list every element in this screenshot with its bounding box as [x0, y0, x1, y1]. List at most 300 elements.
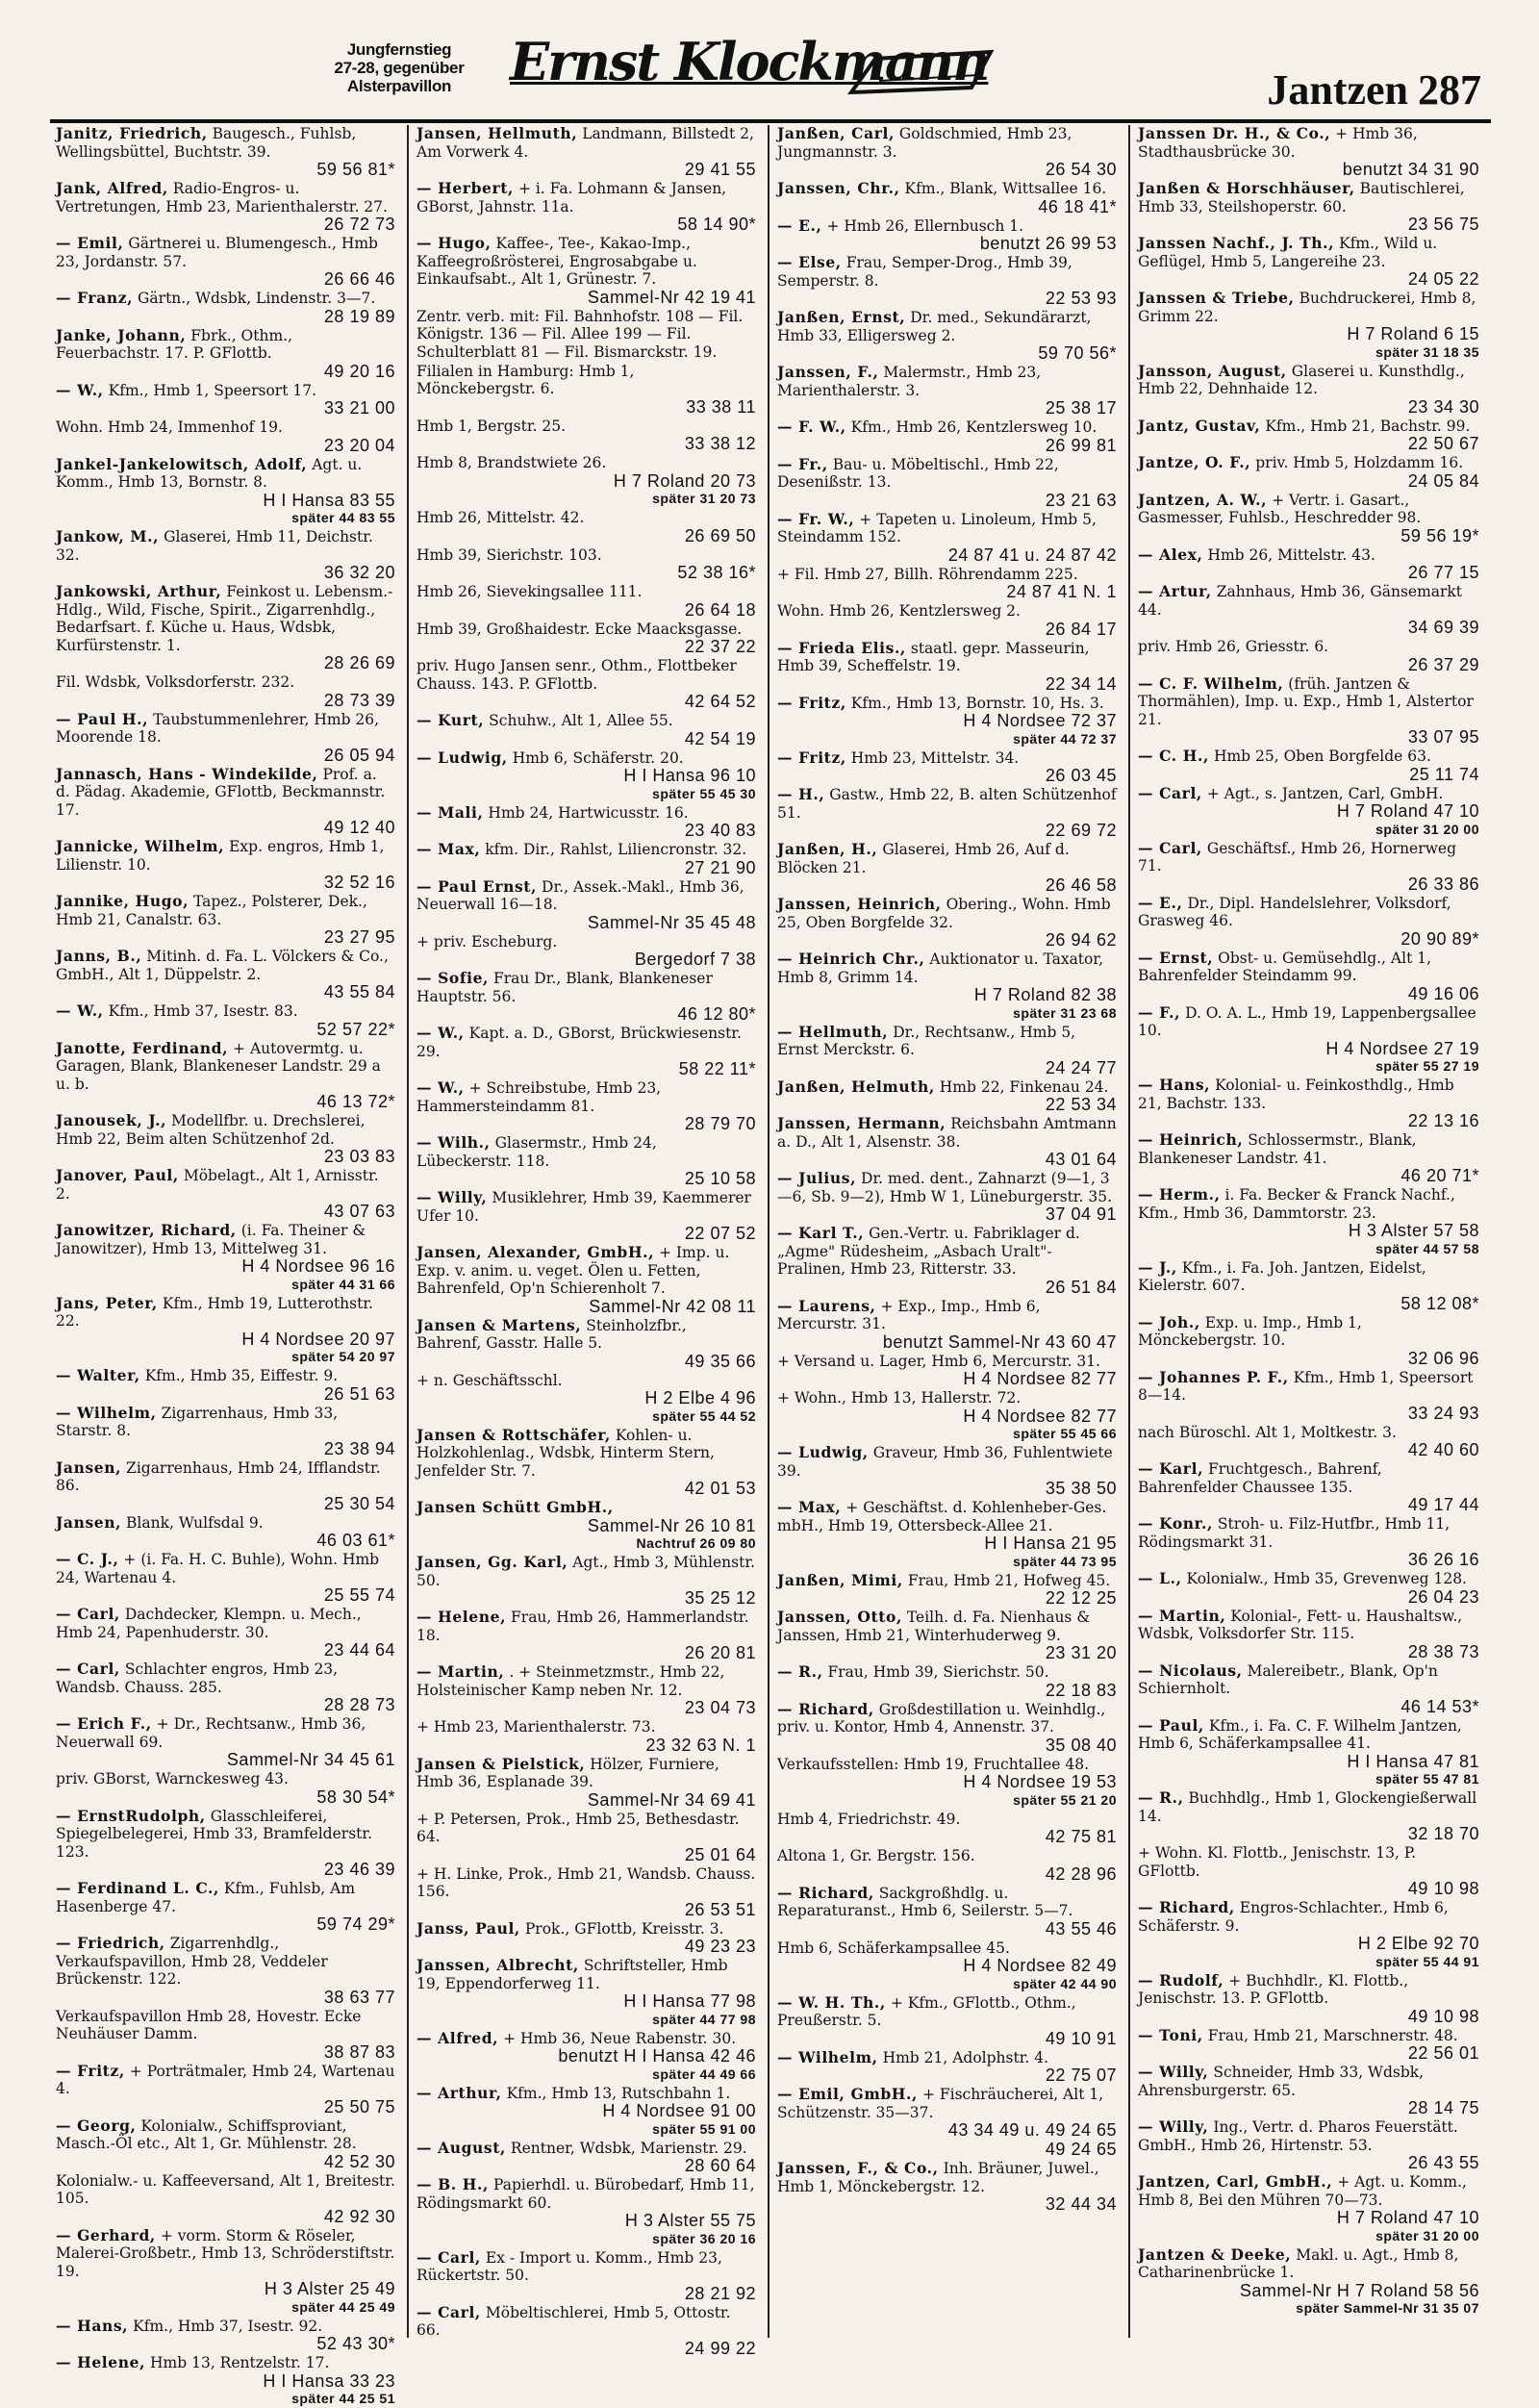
entry-details: Zigarrenhaus, Hmb 33, Starstr. 8.: [56, 1404, 339, 1439]
entry-phone: 22 50 67: [1407, 434, 1479, 453]
entry-phone: 26 69 50: [684, 525, 756, 545]
directory-entry: [777, 896, 1117, 950]
entry-phone: Sammel-Nr H 7 Roland 58 56: [1239, 2280, 1479, 2300]
entry-phone: 58 14 90*: [677, 215, 756, 234]
entry-details: + Hmb 36, Stadthausbrücke 30.: [1138, 125, 1418, 161]
directory-entry: [416, 125, 756, 179]
directory-entry: [1138, 235, 1479, 289]
ad-line-1: Jungfernstieg: [346, 40, 452, 59]
entry-details: Frau, Hmb 26, Hammerlandstr. 18.: [416, 1609, 749, 1644]
entry-name: — Carl,: [1138, 838, 1202, 857]
entry-phone: H 3 Alster 55 75: [624, 2211, 756, 2230]
entry-phone-later: Nachtruf 26 09 80: [636, 1535, 756, 1551]
directory-entry: [1138, 1077, 1479, 1130]
directory-entry: [1138, 1004, 1479, 1076]
entry-phone: 43 01 64: [1045, 1150, 1117, 1169]
directory-entry: [416, 712, 756, 748]
entry-name: Jansen, Alexander, GmbH.,: [416, 1243, 655, 1261]
entry-details: Malermstr., Hmb 23, Marienthalerstr. 3.: [777, 364, 1042, 399]
directory-entry: [416, 509, 756, 545]
entry-phone: 26 37 29: [1407, 654, 1479, 674]
entry-phone: 28 38 73: [1407, 1641, 1479, 1661]
entry-phone: 59 56 81*: [316, 160, 395, 179]
entry-phone: 26 94 62: [1045, 930, 1117, 950]
entry-phone: 22 13 16: [1407, 1111, 1479, 1130]
directory-entry: [416, 1663, 756, 1717]
entry-details: Dachdecker, Klempn. u. Mech., Hmb 24, Papenhuderstr. 30.: [56, 1606, 362, 1641]
entry-details: + Vertr. i. Gasart., Gasmesser, Fuhlsb., Heschredder 98.: [1138, 491, 1422, 526]
directory-entry: [1138, 363, 1479, 417]
entry-details: Glaserei, Hmb 11, Deichstr. 32.: [56, 528, 373, 564]
entry-details: Kfm., i. Fa. Joh. Jantzen, Eidelst, Kielerstr. 607.: [1138, 1258, 1426, 1294]
entry-details: Hölzer, Furniere, Hmb 36, Esplanade 39.: [416, 1755, 719, 1790]
entry-phone-later: später 44 77 98: [652, 2011, 756, 2027]
directory-entry: [777, 1847, 1117, 1883]
directory-entry: [56, 1606, 395, 1660]
entry-details: Goldschmied, Hmb 23, Jungmannstr. 3.: [777, 125, 1072, 161]
entry-details: Dr., Dipl. Handelslehrer, Volksdorf, Grasweg 46.: [1138, 894, 1451, 929]
entry-phone: 26 54 30: [1045, 160, 1117, 179]
entry-phone: 43 55 46: [1045, 1918, 1117, 1939]
directory-entry: [777, 1225, 1117, 1296]
entry-details: Dr. med. dent., Zahnarzt (9—1, 3—6, Sb. 9—2), Hmb W 1, Lüneburgerstr. 35.: [777, 1170, 1113, 1205]
entry-details: Altona 1, Gr. Bergstr. 156.: [777, 1847, 975, 1864]
entry-phone: H 7 Roland 6 15: [1347, 324, 1479, 343]
directory-entry: [416, 1244, 756, 1315]
entry-details: Frau Dr., Blank, Blankeneser Hauptstr. 56.: [416, 970, 713, 1005]
entry-phone: 42 52 30: [323, 2151, 395, 2171]
entry-name: — J.,: [1138, 1257, 1177, 1277]
entry-phone-later: später 44 49 66: [652, 2066, 756, 2082]
header-rule: [50, 119, 1491, 123]
entry-phone: 23 27 95: [323, 927, 395, 947]
entry-phone: 22 07 52: [684, 1224, 756, 1243]
entry-details: Kolonialw., Hmb 35, Grevenweg 128.: [1186, 1570, 1467, 1587]
entry-phone-later: später 44 25 51: [291, 2391, 395, 2406]
entry-details: Gastw., Hmb 22, B. alten Schützenhof 51.: [777, 786, 1117, 822]
entry-name: Janotte, Ferdinand,: [56, 1038, 229, 1057]
entry-details: Wohn. Hmb 26, Kentzlersweg 2.: [777, 602, 1021, 620]
entry-phone-later: später 42 44 90: [1013, 1975, 1117, 1991]
entry-phone: 28 28 73: [323, 1695, 395, 1714]
directory-entry: [416, 1865, 756, 1919]
entry-phone: 22 53 34: [1045, 1095, 1117, 1114]
entry-details: + Autovermtg. u. Garagen, Blank, Blankeneser Landstr. 29 a u. b.: [56, 1039, 381, 1093]
entry-phone: 46 03 61*: [316, 1531, 395, 1550]
entry-details: Geschäftsf., Hmb 26, Hornerweg 71.: [1138, 839, 1457, 874]
entry-name: — Willy,: [1138, 2063, 1209, 2081]
entry-details: Kfm., Hmb 19, Lutterothstr. 22.: [56, 1294, 373, 1330]
entry-phone: H 4 Nordsee 27 19: [1325, 1038, 1479, 1058]
directory-entry: [777, 749, 1117, 785]
entry-phone: 26 05 94: [323, 745, 395, 765]
entry-phone: 46 20 71*: [1400, 1166, 1479, 1185]
directory-entry: [777, 1572, 1117, 1608]
entry-details: Bau- u. Möbeltischl., Hmb 22, Desenißstr. 13.: [777, 455, 1059, 491]
entry-name: Janssen Nachf., J. Th.,: [1138, 234, 1335, 252]
directory-entry: [56, 1935, 395, 2006]
directory-entry: [56, 1367, 395, 1403]
entry-details: Buchdruckerei, Hmb 8, Grimm 22.: [1138, 290, 1476, 325]
entry-phone: Bergedorf 7 38: [634, 950, 756, 969]
entry-name: — C. J.,: [56, 1550, 119, 1568]
entry-phone: 23 40 83: [684, 821, 756, 840]
entry-phone: 22 12 25: [1045, 1588, 1117, 1608]
entry-name: Jansen Schütt GmbH.,: [416, 1498, 614, 1516]
directory-entry: [56, 1770, 395, 1806]
entry-name: — R.,: [1138, 1788, 1184, 1807]
directory-entry: [56, 1660, 395, 1714]
entry-details: Teilh. d. Fa. Nienhaus & Janssen, Hmb 21, Winterhuderweg 9.: [777, 1609, 1091, 1644]
entry-details: Landmann, Billstedt 2, Am Vorwerk 4.: [416, 125, 754, 161]
directory-entry: [56, 838, 395, 892]
entry-phone: H 4 Nordsee 72 37: [963, 711, 1117, 730]
entry-name: — Kurt,: [416, 711, 485, 729]
entry-phone: 36 32 20: [323, 563, 395, 582]
entry-phone-later: später 55 21 20: [1013, 1791, 1117, 1808]
directory-entry: [777, 602, 1117, 638]
entry-name: Jansen & Pielstick,: [416, 1754, 586, 1773]
directory-entry: [1138, 418, 1479, 453]
directory-entry: [1138, 950, 1479, 1003]
entry-phone: 23 46 39: [323, 1860, 395, 1879]
entry-phone: 49 35 66: [684, 1351, 756, 1371]
column-3: [770, 125, 1130, 2338]
directory-entry: [777, 1939, 1117, 1993]
entry-phone-later: später 55 44 91: [1375, 1953, 1479, 1969]
entry-name: Janousek, J.,: [56, 1111, 167, 1129]
directory-entry: [56, 2354, 395, 2408]
entry-details: Reichsbahn Amtmann a. D., Alt 1, Alsenstr. 38.: [777, 1115, 1117, 1151]
entry-name: — Helene,: [56, 2353, 146, 2371]
entry-details: Kohlen- u. Holzkohlenlag., Wdsbk, Hinterm Stern, Jenfelder Str. 7.: [416, 1426, 715, 1480]
entry-phone: benutzt Sammel-Nr 43 60 47: [882, 1331, 1117, 1352]
entry-name: Jansen & Rottschäfer,: [416, 1425, 611, 1444]
entry-details: + i. Fa. Lohmann & Jansen, GBorst, Jahnstr. 11a.: [416, 180, 727, 215]
entry-name: — Max,: [777, 1498, 842, 1516]
directory-entry: [56, 1880, 395, 1934]
directory-entry: [1138, 1662, 1479, 1716]
directory-entry: [56, 766, 395, 837]
entry-details: Frau, Hmb 21, Marschnerstr. 48.: [1207, 2026, 1458, 2044]
entry-phone: 46 12 80*: [677, 1004, 756, 1024]
entry-details: Baugesch., Fuhlsb, Wellingsbüttel, Buchtstr. 39.: [56, 125, 357, 161]
entry-details: Verkaufsstellen: Hmb 19, Fruchtallee 48.: [777, 1755, 1089, 1773]
entry-details: Papierhdl. u. Bürobedarf, Hmb 11, Rödingsmarkt 60.: [416, 2176, 755, 2212]
directory-entry: [56, 2008, 395, 2062]
entry-phone: 25 55 74: [323, 1585, 395, 1605]
entry-details: Kfm., Hmb 1, Speersort 17.: [108, 381, 316, 399]
directory-entry: [416, 933, 756, 969]
entry-phone: 28 73 39: [323, 690, 395, 710]
entry-name: — Friedrich,: [56, 1934, 165, 1952]
directory-entry: [56, 1002, 395, 1038]
entry-name: — Willy,: [416, 1188, 488, 1206]
entry-details: + Tapeten u. Linoleum, Hmb 5, Steindamm 152.: [777, 510, 1097, 545]
entry-phone-later: später 44 31 66: [291, 1276, 395, 1292]
entry-details: + Hmb 23, Marienthalerstr. 73.: [416, 1718, 656, 1736]
directory-entry: [56, 528, 395, 582]
entry-details: Blank, Wulfsdal 9.: [126, 1513, 264, 1532]
directory-entry: [56, 2227, 395, 2317]
entry-details: Hmb 25, Oben Borgfelde 63.: [1213, 748, 1431, 765]
entry-name: Janßen, Carl,: [777, 124, 895, 142]
entry-details: Schriftsteller, Hmb 19, Eppendorferweg 11.: [416, 1957, 728, 1992]
entry-name: — Fr. W.,: [777, 509, 855, 528]
entry-name: — Paul Ernst,: [416, 876, 538, 896]
logo-wordmark: Ernst Klockmann: [510, 31, 989, 92]
entry-details: D. O. A. L., Hmb 19, Lappenbergsallee 10.: [1138, 1003, 1476, 1039]
entry-name: Janßen, Helmuth,: [777, 1077, 935, 1096]
entry-phone: 22 37 22: [684, 637, 756, 656]
entry-phone: 28 21 92: [684, 2283, 756, 2303]
entry-details: + Wohn., Hmb 13, Hallerstr. 72.: [777, 1389, 1022, 1407]
entry-details: Graveur, Hmb 36, Fuhlentwiete 39.: [777, 1444, 1113, 1480]
entry-name: Jannike, Hugo,: [56, 892, 189, 910]
entry-name: — W.,: [56, 1001, 104, 1020]
entry-phone-later: später 31 20 73: [652, 491, 756, 506]
entry-phone: 43 07 63: [323, 1202, 395, 1221]
entry-phone: 23 38 94: [323, 1438, 395, 1458]
entry-name: — Carl,: [56, 1605, 120, 1623]
directory-entry: [416, 2030, 756, 2084]
entry-name: — Fr.,: [777, 454, 828, 473]
entry-phone: 58 30 54*: [316, 1787, 395, 1807]
entry-name: Janssen Dr. H., & Co.,: [1138, 124, 1331, 142]
entry-name: Jans, Peter,: [56, 1293, 158, 1312]
entry-details: Hmb 4, Friedrichstr. 49.: [777, 1810, 961, 1828]
entry-name: — Willy,: [1138, 2117, 1209, 2136]
entry-phone: H I Hansa 33 23: [263, 2370, 395, 2391]
entry-details: Gen.-Vertr. u. Fabriklager d. „Agme" Rüdesheim, „Asbach Uralt"-Pralinen, Hmb 23, Ritterstr. 33.: [777, 1225, 1080, 1278]
entry-name: — H.,: [777, 785, 825, 803]
entry-details: + Exp., Imp., Hmb 6, Mercurstr. 31.: [777, 1297, 1041, 1332]
directory-entry: [416, 418, 756, 453]
entry-name: Jansson, August,: [1138, 361, 1287, 380]
entry-name: — ErnstRudolph,: [56, 1806, 206, 1825]
entry-phone: 49 17 44: [1407, 1495, 1479, 1514]
directory-entry: [777, 1078, 1117, 1114]
entry-details: Hmb 26, Sievekingsallee 111.: [416, 583, 643, 600]
entry-details: Frau, Hmb 39, Sierichstr. 50.: [827, 1663, 1049, 1681]
entry-details: Wohn. Hmb 24, Immenhof 19.: [56, 418, 283, 436]
entry-phone: 26 43 55: [1407, 2153, 1479, 2172]
entry-name: Jankow, M.,: [56, 527, 160, 545]
entry-details: + Buchhdlr., Kl. Flottb., Jenischstr. 13. P. GFlottb.: [1138, 1971, 1409, 2007]
entry-details: Fruchtgesch., Bahrenf, Bahrenfelder Chaussee 135.: [1138, 1460, 1382, 1496]
entry-details: Hmb 13, Rentzelstr. 17.: [150, 2354, 330, 2371]
entry-phone: 42 92 30: [323, 2206, 395, 2226]
entry-name: Janßen, H.,: [777, 840, 878, 858]
entry-details: Exp. u. Imp., Hmb 1, Mönckebergstr. 10.: [1138, 1313, 1362, 1349]
entry-phone: 26 64 18: [684, 599, 756, 620]
entry-phone: 59 56 19*: [1400, 525, 1479, 545]
entry-phone: 22 69 72: [1045, 821, 1117, 840]
directory-entry: [56, 125, 395, 179]
entry-phone: H 7 Roland 47 10: [1336, 2208, 1479, 2227]
directory-entry: [777, 1499, 1117, 1570]
entry-phone: benutzt 26 99 53: [979, 234, 1117, 253]
directory-entry: [1138, 2173, 1479, 2244]
entry-details: Frau, Hmb 21, Hofweg 45.: [907, 1571, 1111, 1589]
entry-details: Hmb 1, Bergstr. 25.: [416, 417, 567, 435]
entry-phone: 25 10 58: [684, 1169, 756, 1188]
entry-name: — Johannes P. F.,: [1138, 1367, 1289, 1386]
entry-details: Kolonial-, Fett- u. Haushaltsw., Wdsbk, Volksdorfer Str. 115.: [1138, 1607, 1463, 1642]
entry-details: Exp. engros, Hmb 1, Lilienstr. 10.: [56, 838, 385, 874]
entry-name: Jantz, Gustav,: [1138, 416, 1261, 435]
entry-details: Inh. Bräuner, Juwel., Hmb 1, Mönckebergstr. 12.: [777, 2160, 1099, 2195]
directory-entry: [1138, 1259, 1479, 1313]
entry-name: — Carl,: [1138, 783, 1202, 802]
directory-entry: [777, 841, 1117, 895]
entry-phone-later: später 31 20 00: [1375, 2227, 1479, 2243]
entry-name: — Walter,: [56, 1366, 140, 1384]
entry-details: Kfm., Hmb 37, Isestr. 83.: [108, 1002, 298, 1020]
entry-details: Hmb 23, Mittelstr. 34.: [850, 748, 1020, 767]
entry-phone: 33 38 11: [686, 396, 756, 417]
entry-name: — Emil, GmbH.,: [777, 2085, 918, 2103]
entry-details: Radio-Engros- u. Vertretungen, Hmb 23, Marienthalerstr. 27.: [56, 180, 388, 215]
entry-phone-later: später 54 20 97: [291, 1349, 395, 1364]
directory-entry: [1138, 1789, 1479, 1843]
entry-details: Kolonialw., Schiffsproviant, Masch.-Öl etc., Alt 1, Gr. Mühlenstr. 28.: [56, 2117, 357, 2152]
entry-details: Hmb 39, Sierichstr. 103.: [416, 545, 602, 564]
entry-phone: 49 16 06: [1407, 983, 1479, 1003]
entry-details: Prof. a. d. Pädag. Akademie, GFlottb, Beckmannstr. 17.: [56, 765, 386, 819]
entry-details: Tapez., Polsterer, Dek., Hmb 21, Canalstr. 63.: [56, 893, 367, 928]
entry-details: Kfm., Hmb 1, Speersort 8—14.: [1138, 1368, 1474, 1404]
directory-entry: [777, 1701, 1117, 1755]
directory-entry: [416, 235, 756, 306]
directory-entry: [416, 1189, 756, 1243]
entry-name: — Herbert,: [416, 179, 514, 197]
entry-phone: H I Hansa 96 10: [623, 766, 756, 785]
entry-details: Bautischlerei, Hmb 33, Steilshoperstr. 60.: [1138, 180, 1465, 215]
entry-phone: H 2 Elbe 92 70: [1357, 1934, 1479, 1953]
entry-name: — W.,: [416, 1024, 465, 1042]
entry-phone: 42 28 96: [1045, 1863, 1117, 1884]
directory-entry: [416, 2304, 756, 2358]
entry-phone-later: später 44 72 37: [1013, 730, 1117, 747]
entry-details: + Porträtmaler, Hmb 24, Wartenau 4.: [56, 2062, 395, 2097]
entry-details: Kfm., Hmb 35, Eiffestr. 9.: [144, 1367, 339, 1384]
directory-entry: [777, 217, 1117, 253]
directory-entry: [56, 1167, 395, 1221]
directory-entry: [416, 2176, 756, 2247]
directory-entry: [777, 1024, 1117, 1077]
entry-details: Zentr. verb. mit: Fil. Bahnhofstr. 108 — Fil. Königstr. 136 — Fil. Allee 199 — Fil. Schulterblatt 81 — Fil. Bismarckstr. 19.: [416, 307, 744, 361]
entry-phone: H 4 Nordsee 96 16: [241, 1256, 395, 1276]
entry-details: Hmb 22, Finkenau 24.: [939, 1077, 1109, 1096]
entry-details: + Versand u. Lager, Hmb 6, Mercurstr. 31.: [777, 1352, 1101, 1370]
directory-entry: [777, 1756, 1117, 1810]
entry-name: — Ferdinand L. C.,: [56, 1879, 219, 1897]
entry-details: Steinholzfbr., Bahrenf, Gasstr. Halle 5.: [416, 1316, 687, 1352]
entry-phone: 42 40 60: [1407, 1440, 1479, 1459]
entry-phone: H 7 Roland 82 38: [973, 985, 1117, 1004]
entry-details: + Fischräucherei, Alt 1, Schützenstr. 35—37.: [777, 2086, 1104, 2121]
directory-entry: [1138, 1717, 1479, 1788]
entry-details: Glasschleiferei, Spiegelbelegerei, Hmb 33, Bramfelderstr. 123.: [56, 1807, 373, 1861]
directory-entry: [1138, 125, 1479, 179]
entry-phone: Sammel-Nr 26 10 81: [587, 1515, 756, 1535]
entry-phone: 46 13 72*: [316, 1092, 395, 1111]
entry-name: — Wilhelm,: [56, 1403, 157, 1422]
directory-entry: [416, 1499, 756, 1553]
entry-details: Glasermstr., Hmb 24, Lübeckerstr. 118.: [416, 1134, 657, 1170]
entry-details: + Agt., s. Jantzen, Carl, GmbH.: [1206, 784, 1444, 802]
entry-name: — Fritz,: [56, 2061, 125, 2080]
entry-name: Jantzen, Carl, GmbH.,: [1138, 2172, 1333, 2191]
entry-details: Fbrk., Othm., Feuerbachstr. 17. P. GFlottb.: [56, 326, 293, 362]
entry-details: Hmb 6, Schäferkampsallee 45.: [777, 1939, 1010, 1957]
entry-name: — Alfred,: [416, 2028, 499, 2047]
entry-phone: 42 54 19: [684, 728, 756, 748]
entry-phone: Sammel-Nr 42 19 41: [587, 287, 756, 307]
entry-name: Jansen & Martens,: [416, 1315, 582, 1334]
entry-phone: 24 24 77: [1045, 1057, 1117, 1077]
entry-details: + vorm. Storm & Röseler, Malerei-Großbetr., Hmb 13, Schröderstiftstr. 19.: [56, 2226, 395, 2280]
entry-details: Hmb 21, Adolphstr. 4.: [882, 2048, 1049, 2066]
directory-entry: [777, 1389, 1117, 1443]
entry-name: — Hans,: [56, 2316, 129, 2335]
entry-phone: 34 69 39: [1407, 618, 1479, 637]
entry-phone: 22 56 01: [1407, 2043, 1479, 2063]
directory-entry: [1138, 1844, 1479, 1898]
entry-name: — R.,: [777, 1662, 823, 1681]
entry-details: + Hmb 36, Neue Rabenstr. 30.: [503, 2029, 737, 2047]
directory-entry: [777, 309, 1117, 363]
entry-name: — C. F. Wilhelm,: [1138, 673, 1284, 693]
entry-phone: 25 30 54: [323, 1493, 395, 1513]
entry-name: Janowitzer, Richard,: [56, 1221, 237, 1239]
directory-entry: [416, 2140, 756, 2175]
entry-phone: 23 44 64: [323, 1640, 395, 1660]
entry-name: — Karl T.,: [777, 1224, 865, 1242]
entry-phone: 25 01 64: [684, 1844, 756, 1864]
directory-entry: [56, 1514, 395, 1550]
directory-entry: [1138, 290, 1479, 361]
entry-phone-later: später 55 45 66: [1013, 1426, 1117, 1441]
entry-phone-later: später 44 57 58: [1375, 1240, 1479, 1256]
entry-name: — Wilh.,: [416, 1133, 491, 1152]
directory-entry: [416, 1317, 756, 1371]
directory-entry: [56, 327, 395, 381]
directory-entry: [56, 1405, 395, 1458]
entry-phone-later: später 31 20 00: [1375, 821, 1479, 837]
entry-name: — F.,: [1138, 1002, 1181, 1022]
entry-details: + Geschäftst. d. Kohlenheber-Ges. mbH., Hmb 19, Ottersbeck-Allee 21.: [777, 1499, 1107, 1534]
directory-entry: [416, 1920, 756, 1956]
entry-name: — E.,: [777, 215, 822, 235]
entry-phone: 28 14 75: [1407, 2098, 1479, 2117]
entry-phone: H 3 Alster 25 49: [264, 2279, 395, 2298]
directory-entry: [416, 1025, 756, 1078]
entry-phone-later: später 55 91 00: [652, 2120, 756, 2137]
entry-details: Auktionator u. Taxator, Hmb 8, Grimm 14.: [777, 951, 1104, 986]
entry-details: Obst- u. Gemüsehdlg., Alt 1, Bahrenfelder Steindamm 99.: [1138, 949, 1432, 984]
entry-phone: 32 06 96: [1407, 1348, 1479, 1368]
entry-phone: H 4 Nordsee 20 97: [241, 1329, 395, 1349]
entry-phone: 23 03 83: [323, 1147, 395, 1166]
entry-details: Filialen in Hamburg: Hmb 1, Mönckebergstr. 6.: [416, 362, 635, 397]
entry-phone: 26 04 23: [1407, 1586, 1479, 1607]
entry-phone: 26 46 58: [1045, 875, 1117, 895]
directory-entry: [777, 1353, 1117, 1388]
directory-entry: [777, 1444, 1117, 1498]
directory-entry: [416, 970, 756, 1024]
